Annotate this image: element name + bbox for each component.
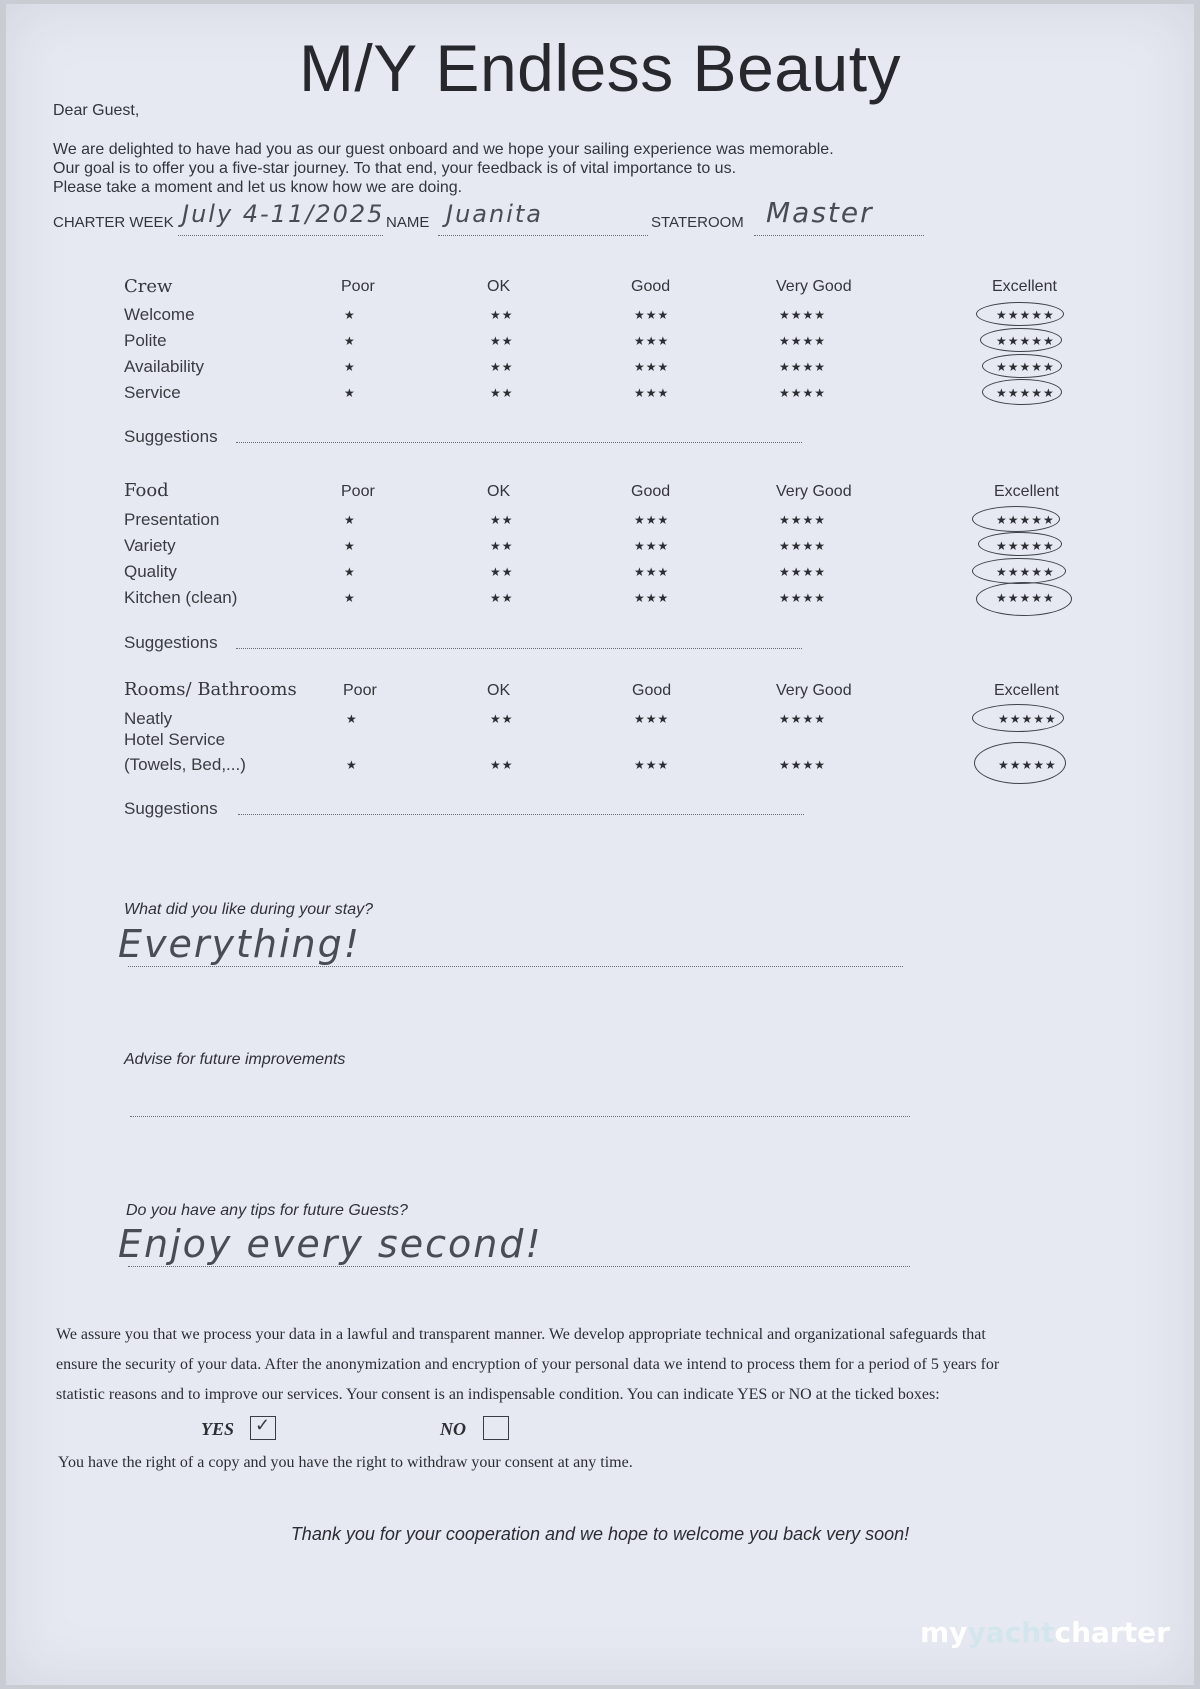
liked-answer[interactable]: Everything! (118, 922, 361, 966)
rooms-col-very-good: Very Good (776, 682, 852, 699)
selected-oval (978, 532, 1062, 556)
food-col-very-good: Very Good (776, 483, 852, 500)
rating-star-3[interactable]: ★★★ (634, 539, 670, 553)
charter-week-value[interactable]: July 4-11/2025 (182, 200, 385, 228)
rating-star-5[interactable]: ★★★★★ (998, 712, 1057, 726)
food-heading: Food (124, 480, 169, 501)
tips-question: Do you have any tips for future Guests? (126, 1202, 408, 1219)
charter-week-label: CHARTER WEEK (53, 214, 174, 231)
legal-line-1: We assure you that we process your data in a lawful and transparent manner. We develop appropriate technical and organizational safeguards that (56, 1326, 986, 1343)
rating-star-5[interactable]: ★★★★★ (996, 334, 1055, 348)
rating-star-2[interactable]: ★★ (490, 565, 514, 579)
rating-star-2[interactable]: ★★ (490, 712, 514, 726)
selected-oval (982, 379, 1062, 405)
watermark-part-3: charter (1054, 1616, 1170, 1649)
watermark-part-1: my (920, 1616, 968, 1649)
feedback-form-sheet (6, 4, 1194, 1685)
liked-question: What did you like during your stay? (124, 901, 374, 918)
intro-line-1: We are delighted to have had you as our guest onboard and we hope your sailing experience was memorable. (53, 141, 834, 158)
watermark-part-2: yacht (967, 1616, 1055, 1649)
rating-star-5[interactable]: ★★★★★ (998, 758, 1057, 772)
food-item-presentation: Presentation (124, 510, 220, 529)
rating-star-2[interactable]: ★★ (490, 513, 514, 527)
rooms-col-ok: OK (487, 682, 511, 699)
crew-suggestions-label: Suggestions (124, 427, 218, 446)
rating-star-1[interactable]: ★ (346, 758, 358, 772)
rating-star-4[interactable]: ★★★★ (779, 591, 827, 605)
selected-oval (976, 582, 1072, 616)
rating-star-4[interactable]: ★★★★ (779, 386, 827, 400)
rating-star-1[interactable]: ★ (344, 539, 356, 553)
crew-heading: Crew (124, 276, 173, 297)
name-label: NAME (386, 214, 430, 231)
rooms-suggestions-line[interactable] (238, 814, 804, 815)
rating-star-1[interactable]: ★ (344, 565, 356, 579)
rating-star-5[interactable]: ★★★★★ (996, 386, 1055, 400)
rooms-item-hotel-service: Hotel Service (124, 730, 226, 749)
rating-star-4[interactable]: ★★★★ (779, 360, 827, 374)
name-line (438, 235, 648, 236)
watermark-logo (920, 1616, 1170, 1649)
liked-answer-line (128, 966, 903, 967)
food-col-poor: Poor (341, 483, 375, 500)
greeting: Dear Guest, (53, 102, 140, 119)
rating-star-2[interactable]: ★★ (490, 334, 514, 348)
intro-line-3: Please take a moment and let us know how we are doing. (53, 179, 463, 196)
selected-oval (972, 704, 1064, 732)
rights-text: You have the right of a copy and you have the right to withdraw your consent at any time. (58, 1454, 633, 1471)
form-title: M/Y Endless Beauty (298, 31, 902, 105)
consent-no-checkbox[interactable] (483, 1416, 509, 1440)
rating-star-5[interactable]: ★★★★★ (996, 591, 1055, 605)
rating-star-3[interactable]: ★★★ (634, 591, 670, 605)
rating-star-1[interactable]: ★ (344, 513, 356, 527)
advise-answer-line (130, 1116, 910, 1117)
rooms-item-neatly: Neatly (124, 709, 173, 728)
rooms-col-poor: Poor (343, 682, 377, 699)
legal-line-2: ensure the security of your data. After the anonymization and encryption of your personal data we intend to process them for a period of 5 years for (56, 1356, 1000, 1373)
name-value[interactable]: Juanita (446, 200, 543, 228)
thank-you-text: Thank you for your cooperation and we hope to welcome you back very soon! (290, 1524, 910, 1544)
selected-oval (974, 742, 1066, 784)
rating-star-2[interactable]: ★★ (490, 360, 514, 374)
consent-yes-checkbox[interactable] (250, 1416, 276, 1440)
selected-oval (982, 354, 1062, 378)
rating-star-5[interactable]: ★★★★★ (996, 308, 1055, 322)
rating-star-2[interactable]: ★★ (490, 308, 514, 322)
rooms-col-excellent: Excellent (994, 682, 1059, 699)
food-suggestions-line[interactable] (236, 648, 802, 649)
crew-item-availability: Availability (124, 357, 205, 376)
crew-col-very-good: Very Good (776, 278, 852, 295)
selected-oval (980, 328, 1062, 352)
rooms-suggestions-label: Suggestions (124, 799, 218, 818)
crew-item-welcome: Welcome (124, 305, 195, 324)
selected-oval (976, 302, 1064, 326)
rating-star-4[interactable]: ★★★★ (779, 712, 827, 726)
rating-star-4[interactable]: ★★★★ (779, 308, 827, 322)
crew-suggestions-line[interactable] (236, 442, 802, 443)
food-col-excellent: Excellent (994, 483, 1059, 500)
rating-star-3[interactable]: ★★★ (634, 758, 670, 772)
stateroom-line (754, 235, 924, 236)
rating-star-4[interactable]: ★★★★ (779, 539, 827, 553)
stateroom-label: STATEROOM (651, 214, 744, 231)
consent-no-label: NO (440, 1419, 466, 1439)
rating-star-3[interactable]: ★★★ (634, 334, 670, 348)
selected-oval (972, 506, 1060, 532)
rating-star-1[interactable]: ★ (344, 386, 356, 400)
rating-star-1[interactable]: ★ (344, 334, 356, 348)
rating-star-5[interactable]: ★★★★★ (996, 539, 1055, 553)
rating-star-1[interactable]: ★ (344, 591, 356, 605)
rating-star-3[interactable]: ★★★ (634, 513, 670, 527)
check-mark-icon: ✓ (255, 1415, 271, 1435)
rating-star-1[interactable]: ★ (344, 360, 356, 374)
rooms-col-good: Good (632, 682, 672, 699)
charter-week-line (178, 235, 383, 236)
stateroom-value[interactable]: Master (766, 196, 874, 229)
food-item-variety: Variety (124, 536, 176, 555)
food-col-good: Good (631, 483, 671, 500)
food-suggestions-label: Suggestions (124, 633, 218, 652)
rating-star-1[interactable]: ★ (344, 308, 356, 322)
rating-star-5[interactable]: ★★★★★ (996, 565, 1055, 579)
food-item-kitchen: Kitchen (clean) (124, 588, 238, 607)
rating-star-4[interactable]: ★★★★ (779, 334, 827, 348)
tips-answer-line (128, 1266, 910, 1267)
tips-answer[interactable]: Enjoy every second! (118, 1222, 543, 1266)
selected-oval (972, 558, 1066, 584)
rating-star-3[interactable]: ★★★ (634, 712, 670, 726)
rooms-heading: Rooms/ Bathrooms (124, 679, 297, 700)
rating-star-3[interactable]: ★★★ (634, 308, 670, 322)
crew-col-good: Good (631, 278, 671, 295)
crew-col-ok: OK (487, 278, 511, 295)
rating-star-4[interactable]: ★★★★ (779, 758, 827, 772)
food-col-ok: OK (487, 483, 511, 500)
crew-item-polite: Polite (124, 331, 167, 350)
rating-star-3[interactable]: ★★★ (634, 360, 670, 374)
legal-line-3: statistic reasons and to improve our services. Your consent is an indispensable condition. You can indicate YES or NO at the ticked boxes: (56, 1386, 940, 1403)
advise-question: Advise for future improvements (124, 1051, 346, 1068)
rating-star-5[interactable]: ★★★★★ (996, 360, 1055, 374)
crew-col-excellent: Excellent (992, 278, 1057, 295)
rating-star-3[interactable]: ★★★ (634, 565, 670, 579)
crew-item-service: Service (124, 383, 181, 402)
consent-yes-label: YES (201, 1419, 235, 1439)
food-item-quality: Quality (124, 562, 177, 581)
rating-star-4[interactable]: ★★★★ (779, 565, 827, 579)
rating-star-2[interactable]: ★★ (490, 758, 514, 772)
rating-star-1[interactable]: ★ (346, 712, 358, 726)
rating-star-5[interactable]: ★★★★★ (996, 513, 1055, 527)
rating-star-4[interactable]: ★★★★ (779, 513, 827, 527)
rating-star-3[interactable]: ★★★ (634, 386, 670, 400)
rooms-item-towels-bed: (Towels, Bed,...) (124, 755, 246, 774)
crew-col-poor: Poor (341, 278, 375, 295)
intro-line-2: Our goal is to offer you a five-star journey. To that end, your feedback is of vital importance to us. (53, 160, 737, 177)
rating-star-2[interactable]: ★★ (490, 539, 514, 553)
rating-star-2[interactable]: ★★ (490, 386, 514, 400)
rating-star-2[interactable]: ★★ (490, 591, 514, 605)
